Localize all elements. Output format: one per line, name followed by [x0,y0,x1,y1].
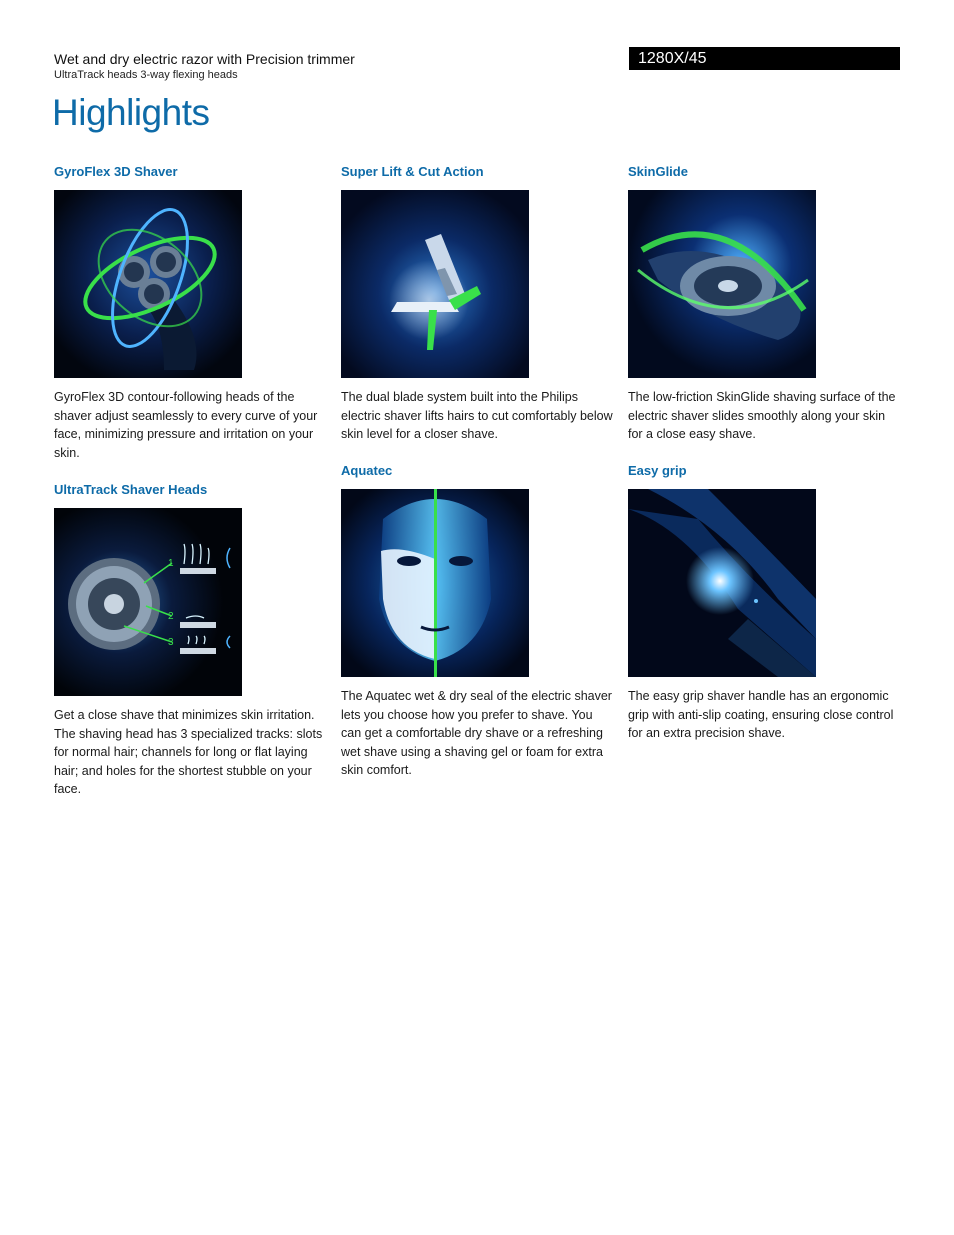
superlift-image [341,190,529,378]
feature-heading: Aquatec [341,463,393,478]
track-label-3: 3 [168,637,174,648]
feature-text: The easy grip shaver handle has an ergonomic grip with anti-slip coating, ensuring close control for an extra precision shave. [628,689,894,741]
feature-heading: Easy grip [628,463,687,478]
page-title: Highlights [52,92,210,133]
feature-heading: GyroFlex 3D Shaver [54,164,178,179]
feature-heading: UltraTrack Shaver Heads [54,482,208,497]
track-label-1: 1 [168,558,174,569]
model-number-badge: 1280X/45 [629,47,900,70]
aquatec-image [341,489,529,677]
feature-ultratrack [54,481,326,799]
feature-heading: SkinGlide [628,164,688,179]
skinglide-image [628,190,816,378]
feature-gyroflex [54,163,326,462]
feature-text: The dual blade system built into the Philips electric shaver lifts hairs to cut comfortably below skin level for a closer shave. [341,390,613,442]
feature-text: The low-friction SkinGlide shaving surface of the electric shaver slides smoothly along your skin for a close easy shave. [628,390,896,442]
feature-text: Get a close shave that minimizes skin irritation. The shaving head has 3 specialized tracks: slots for normal hair; channels for long or flat laying hair; and holes for the shortest stubble on your face. [54,708,323,797]
feature-aquatec [341,462,613,780]
ultratrack-image [54,508,242,696]
easygrip-image [628,489,816,677]
gyroflex-image [54,190,242,378]
feature-heading: Super Lift & Cut Action [341,164,484,179]
product-title: Wet and dry electric razor with Precision trimmer [54,51,355,67]
feature-skinglide [628,163,900,444]
feature-easygrip [628,462,900,743]
product-subtitle: UltraTrack heads 3-way flexing heads [54,69,238,81]
feature-text: The Aquatec wet & dry seal of the electric shaver lets you choose how you prefer to shave. You can get a comfortable dry shave or a refreshing wet shave using a shaving gel or foam for extra skin comfort. [341,689,612,778]
track-label-2: 2 [168,611,174,622]
feature-text: GyroFlex 3D contour-following heads of the shaver adjust seamlessly to every curve of your face, minimizing pressure and irritation on your skin. [54,390,318,460]
feature-superlift [341,163,613,444]
